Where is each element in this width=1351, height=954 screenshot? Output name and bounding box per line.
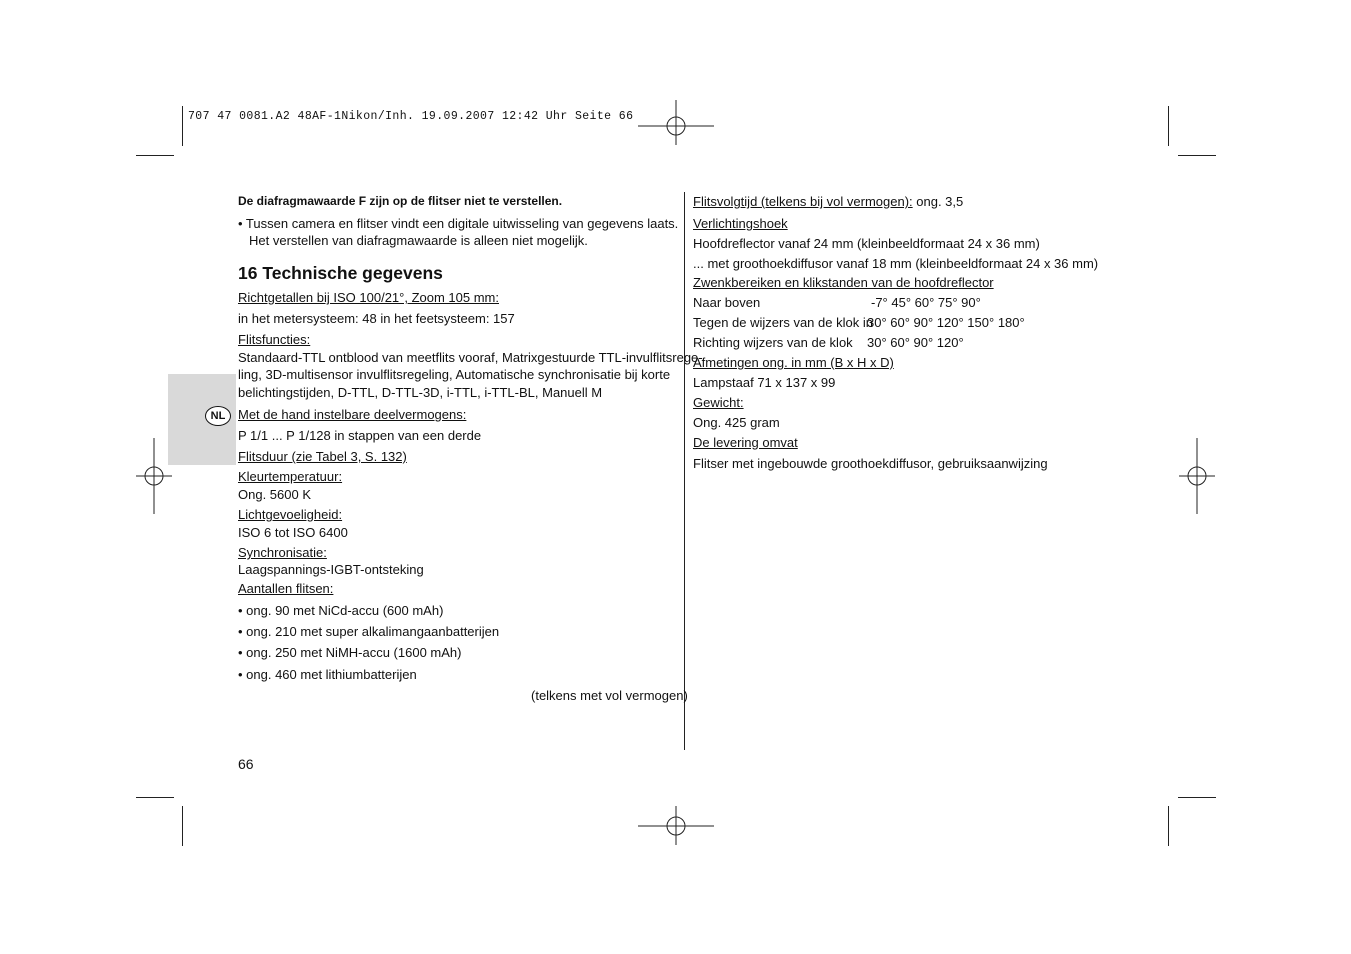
section-title: 16 Technische gegevens xyxy=(238,263,443,283)
spec-value: Lampstaaf 71 x 137 x 99 xyxy=(693,375,836,390)
list-item: • ong. 90 met NiCd-accu (600 mAh) xyxy=(238,603,444,618)
note-bold: De diafragmawaarde F zijn op de flitser niet te verstellen. xyxy=(238,194,563,208)
swivel-values: 30° 60° 90° 120° xyxy=(867,335,964,350)
swivel-label: Richting wijzers van de klok xyxy=(693,335,853,350)
spec-label: Richtgetallen bij ISO 100/21°, Zoom 105 mm: xyxy=(238,290,499,305)
spec-label: Flitsfuncties: xyxy=(238,332,311,347)
spec-value: Ong. 425 gram xyxy=(693,415,780,430)
recycle-time xyxy=(693,193,963,210)
list-item: • ong. 250 met NiMH-accu (1600 mAh) xyxy=(238,645,462,660)
footnote: (telkens met vol vermogen) xyxy=(531,688,688,703)
swivel-label: Naar boven xyxy=(693,295,761,310)
list-item: • ong. 210 met super alkalimangaanbatterijen xyxy=(238,624,500,639)
spec-value: Ong. 5600 K xyxy=(238,487,311,502)
spec-value: belichtingstijden, D-TTL, D-TTL-3D, i-TTL, i-TTL-BL, Manuell M xyxy=(238,385,603,400)
spec-value: ... met groothoekdiffusor vanaf 18 mm (kleinbeeldformaat 24 x 36 mm) xyxy=(693,256,1099,271)
spec-label: Kleurtemperatuur: xyxy=(238,469,343,484)
note-bullet-continued: Het verstellen van diafragmawaarde is alleen niet mogelijk. xyxy=(249,233,588,248)
spec-value: ong. 3,5 xyxy=(912,194,964,209)
spec-label: Flitsduur (zie Tabel 3, S. 132) xyxy=(238,449,407,464)
spec-value: P 1/1 ... P 1/128 in stappen van een derde xyxy=(238,428,482,443)
spec-label: Aantallen flitsen: xyxy=(238,581,334,596)
spec-label: Flitsvolgtijd (telkens bij vol vermogen): xyxy=(693,194,913,209)
swivel-values: 30° 60° 90° 120° 150° 180° xyxy=(867,315,1025,330)
spec-label: Gewicht: xyxy=(693,395,744,410)
language-badge: NL xyxy=(205,406,231,426)
spec-label: Zwenkbereiken en klikstanden van de hoofdreflector xyxy=(693,275,994,290)
spec-value: ISO 6 tot ISO 6400 xyxy=(238,525,348,540)
spec-label: Afmetingen ong. in mm (B x H x D) xyxy=(693,355,894,370)
spec-label: Verlichtingshoek xyxy=(693,216,788,231)
spec-value: in het metersysteem: 48 in het feetsysteem: 157 xyxy=(238,311,515,326)
spec-label: Met de hand instelbare deelvermogens: xyxy=(238,407,467,422)
swivel-values: -7° 45° 60° 75° 90° xyxy=(871,295,981,310)
spec-label: Synchronisatie: xyxy=(238,545,327,560)
spec-label: De levering omvat xyxy=(693,435,798,450)
spec-value: Standaard-TTL ontblood van meetflits vooraf, Matrixgestuurde TTL-invulflitsrege- xyxy=(238,350,703,365)
list-item: • ong. 460 met lithiumbatterijen xyxy=(238,667,417,682)
swivel-label: Tegen de wijzers van de klok in xyxy=(693,315,873,330)
spec-value: ling, 3D-multisensor invulflitsregeling, Automatische synchronisatie bij korte xyxy=(238,367,671,382)
spec-value: Hoofdreflector vanaf 24 mm (kleinbeeldformaat 24 x 36 mm) xyxy=(693,236,1040,251)
page-number: 66 xyxy=(238,756,254,772)
spec-label: Lichtgevoeligheid: xyxy=(238,507,343,522)
column-divider xyxy=(684,192,685,750)
spec-value: Laagspannings-IGBT-ontsteking xyxy=(238,562,424,577)
note-bullet: • Tussen camera en flitser vindt een digitale uitwisseling van gegevens laats. xyxy=(238,216,679,231)
print-slug: 707 47 0081.A2 48AF-1Nikon/Inh. 19.09.2007 12:42 Uhr Seite 66 xyxy=(188,110,634,123)
spec-value: Flitser met ingebouwde groothoekdiffusor, gebruiksaanwijzing xyxy=(693,456,1048,471)
